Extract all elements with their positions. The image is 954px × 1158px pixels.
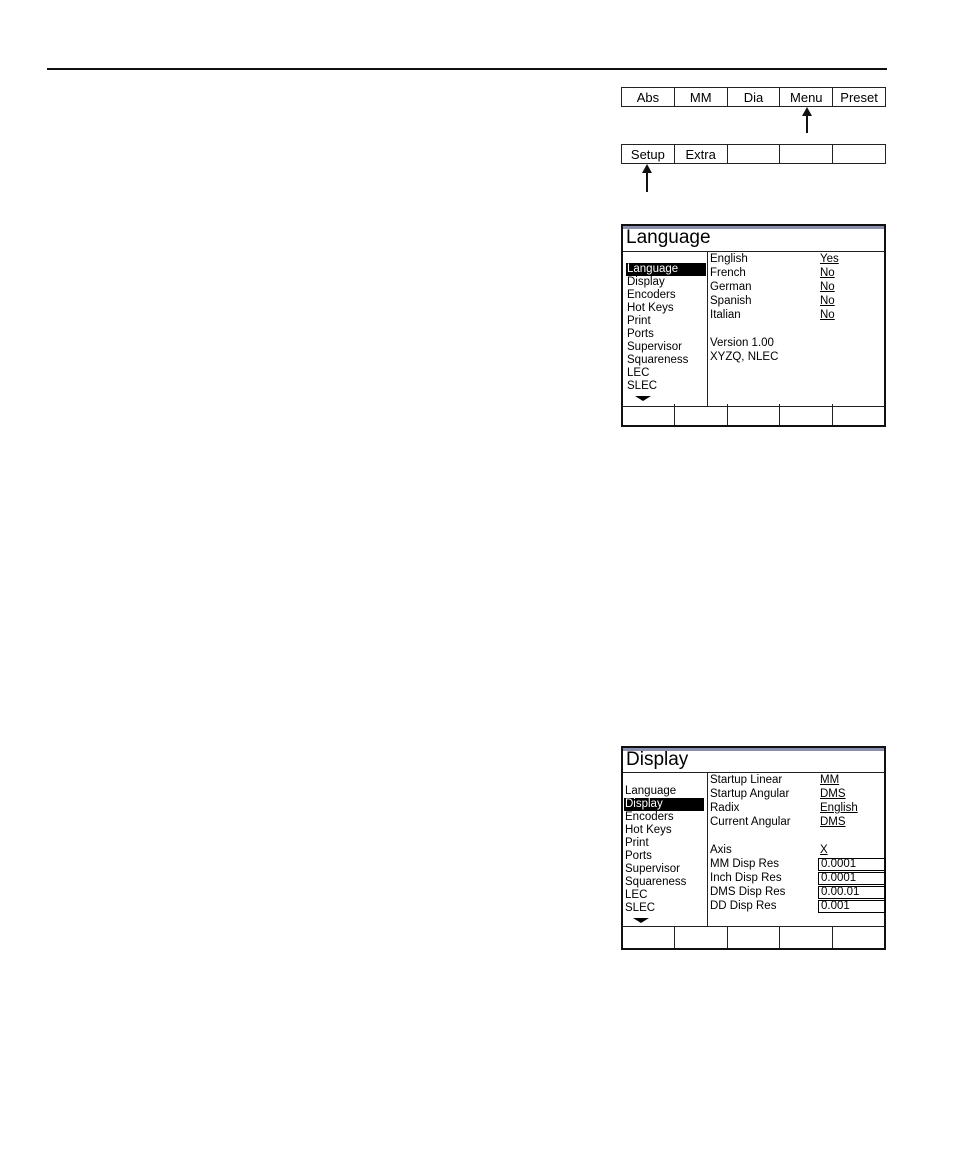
setting-value[interactable]: Yes: [820, 253, 839, 265]
setup-menu-item-print[interactable]: Print: [627, 315, 651, 327]
column-divider: [707, 773, 708, 926]
setting-value[interactable]: MM: [820, 774, 840, 786]
screen-function-keys: [623, 926, 884, 948]
setting-value[interactable]: No: [820, 267, 835, 279]
setting-row: [710, 787, 884, 801]
setting-label: MM Disp Res: [710, 858, 780, 870]
setting-label: Italian: [710, 309, 741, 321]
setup-menu-item-print[interactable]: Print: [625, 837, 649, 849]
setting-label: Startup Angular: [710, 788, 790, 800]
setup-menu-item-squareness[interactable]: Squareness: [625, 876, 687, 888]
setting-row: [710, 308, 884, 322]
setting-value[interactable]: DMS: [820, 816, 846, 828]
preset-softkey[interactable]: Preset: [840, 89, 878, 105]
setup-menu-item-slec[interactable]: SLEC: [625, 902, 656, 914]
screen-function-keys: [623, 404, 884, 425]
function-key[interactable]: [728, 926, 780, 948]
setup-menu-item-encoders[interactable]: Encoders: [625, 811, 674, 823]
setting-row: [710, 252, 884, 266]
setup-menu-item-supervisor[interactable]: Supervisor: [627, 341, 682, 353]
function-key[interactable]: [623, 404, 675, 425]
display-setup-screen: [621, 746, 886, 950]
function-key[interactable]: [675, 404, 727, 425]
setting-row: [710, 871, 884, 885]
screen-title: Display: [626, 749, 689, 770]
setup-menu-item-ports[interactable]: Ports: [627, 328, 654, 340]
setup-menu-item-lec[interactable]: LEC: [627, 367, 650, 379]
blank-softkey[interactable]: [728, 145, 781, 163]
setup-menu-item-language[interactable]: Language: [626, 263, 706, 276]
resolution-field[interactable]: 0.0001: [818, 858, 886, 871]
softkey-row-menu: [621, 144, 886, 164]
setting-label: Current Angular: [710, 816, 791, 828]
setup-menu-item-slec[interactable]: SLEC: [627, 380, 658, 392]
setting-label: Axis: [710, 844, 732, 856]
setting-row: [710, 899, 884, 913]
setup-menu-list: [624, 785, 704, 928]
function-key[interactable]: [780, 404, 832, 425]
header-rule: [47, 68, 887, 70]
screen-title: Language: [626, 227, 711, 248]
setup-menu-item-ports[interactable]: Ports: [625, 850, 652, 862]
setting-row: [710, 885, 884, 899]
blank-softkey[interactable]: [833, 145, 885, 163]
setting-label: English: [710, 253, 748, 265]
display-settings: [710, 773, 884, 913]
setting-value[interactable]: DMS: [820, 788, 846, 800]
version-text: Version 1.00: [710, 337, 774, 349]
setting-row: [710, 280, 884, 294]
setting-row: [710, 801, 884, 815]
setting-row: [710, 294, 884, 308]
setting-value[interactable]: English: [820, 802, 858, 814]
setup-menu-list: [626, 263, 706, 406]
function-key[interactable]: [833, 404, 884, 425]
resolution-field[interactable]: 0.001: [818, 900, 886, 913]
function-key[interactable]: [675, 926, 727, 948]
softkey-row-main: [621, 87, 886, 107]
setting-row: [710, 266, 884, 280]
menu-softkey[interactable]: Menu: [780, 88, 833, 106]
resolution-field[interactable]: 0.00.01: [818, 886, 886, 899]
blank-softkey[interactable]: [780, 145, 833, 163]
function-key[interactable]: [833, 926, 884, 948]
mm-softkey[interactable]: MM: [675, 88, 728, 106]
setup-softkey[interactable]: Setup: [622, 145, 675, 163]
axis-value[interactable]: X: [820, 844, 828, 856]
resolution-field[interactable]: 0.0001: [818, 872, 886, 885]
setup-menu-item-hot-keys[interactable]: Hot Keys: [627, 302, 674, 314]
axes-info-text: XYZQ, NLEC: [710, 351, 779, 363]
function-key[interactable]: [780, 926, 832, 948]
setup-menu-item-encoders[interactable]: Encoders: [627, 289, 676, 301]
setting-row: [710, 815, 884, 829]
column-divider: [707, 252, 708, 406]
setting-value[interactable]: No: [820, 281, 835, 293]
dia-softkey[interactable]: Dia: [728, 88, 781, 106]
abs-softkey[interactable]: Abs: [622, 88, 675, 106]
setting-value[interactable]: No: [820, 295, 835, 307]
setting-label: DD Disp Res: [710, 900, 777, 912]
setting-label: Startup Linear: [710, 774, 783, 786]
function-key[interactable]: [728, 404, 780, 425]
setting-label: German: [710, 281, 752, 293]
setting-row: [710, 843, 884, 857]
setup-menu-item-supervisor[interactable]: Supervisor: [625, 863, 680, 875]
setup-menu-item-squareness[interactable]: Squareness: [627, 354, 689, 366]
setting-label: Spanish: [710, 295, 752, 307]
arrow-up-icon: [646, 172, 648, 192]
setting-label: DMS Disp Res: [710, 886, 786, 898]
function-key[interactable]: [623, 926, 675, 948]
setup-menu-item-display[interactable]: Display: [627, 276, 665, 288]
extra-softkey[interactable]: Extra: [675, 145, 728, 163]
setting-row: [710, 773, 884, 787]
language-settings: [710, 252, 884, 364]
setup-menu-item-lec[interactable]: LEC: [625, 889, 648, 901]
setup-menu-item-display[interactable]: Display: [624, 798, 704, 811]
arrow-up-icon: [806, 115, 808, 133]
setting-label: French: [710, 267, 746, 279]
setting-value[interactable]: No: [820, 309, 835, 321]
setup-menu-item-language[interactable]: Language: [625, 785, 677, 797]
setting-label: Inch Disp Res: [710, 872, 782, 884]
setting-label: Radix: [710, 802, 740, 814]
setting-row: [710, 857, 884, 871]
language-setup-screen: [621, 224, 886, 427]
setup-menu-item-hot-keys[interactable]: Hot Keys: [625, 824, 672, 836]
